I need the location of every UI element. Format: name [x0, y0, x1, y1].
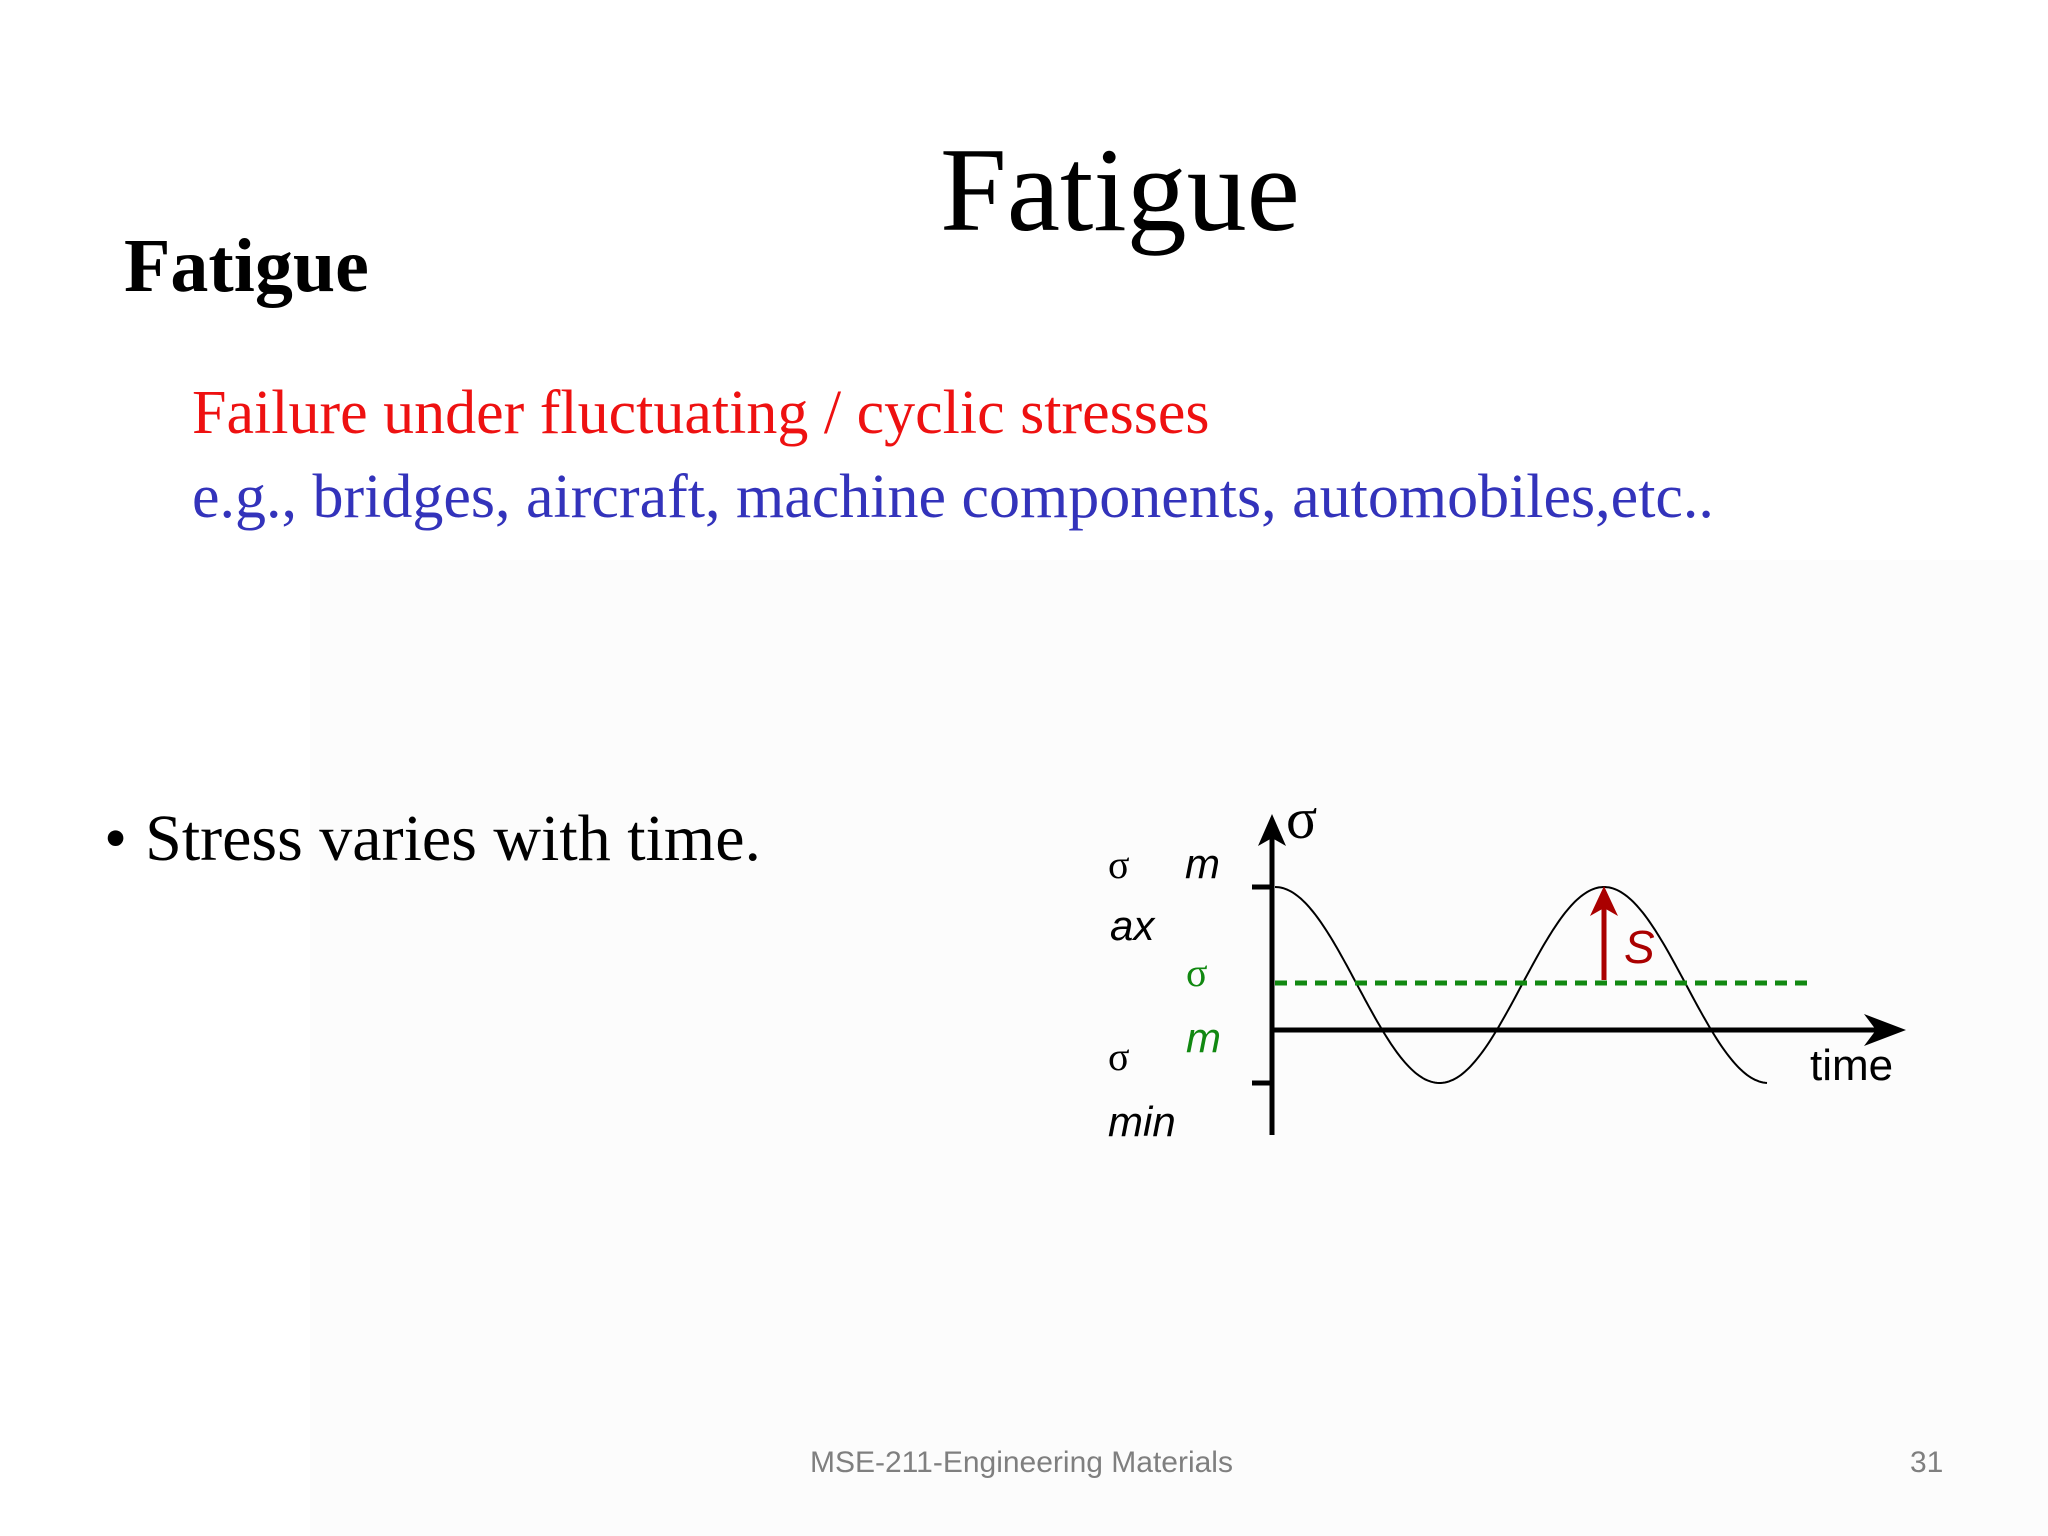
x-axis-label: time [1810, 1041, 1894, 1090]
section-heading: Fatigue [124, 224, 369, 308]
mean-stress-sigma: σ [1186, 950, 1208, 995]
fatigue-definition: Failure under fluctuating / cyclic stresses [192, 379, 1210, 447]
page-number: 31 [1910, 1446, 1944, 1479]
footer-course: MSE-211-Engineering Materials [810, 1446, 1233, 1479]
mean-stress-sub: m [1186, 1014, 1221, 1061]
fatigue-examples: e.g., bridges, aircraft, machine components, automobiles,etc.. [192, 463, 1714, 531]
range-label: S [1624, 921, 1655, 973]
y-axis-label: σ [1286, 790, 1318, 851]
max-stress-sigma: σ [1108, 842, 1130, 887]
max-stress-sub-m: m [1185, 840, 1220, 887]
min-stress-sub: min [1108, 1098, 1176, 1145]
bullet-dot: • [104, 802, 128, 875]
slide-title: Fatigue [940, 123, 1300, 256]
bullet-text: Stress varies with time. [145, 802, 762, 875]
bullet-item [104, 802, 762, 875]
min-stress-sigma: σ [1108, 1034, 1130, 1079]
max-stress-sub-ax: ax [1110, 902, 1155, 949]
cyclic-stress-diagram [1080, 790, 1940, 1170]
